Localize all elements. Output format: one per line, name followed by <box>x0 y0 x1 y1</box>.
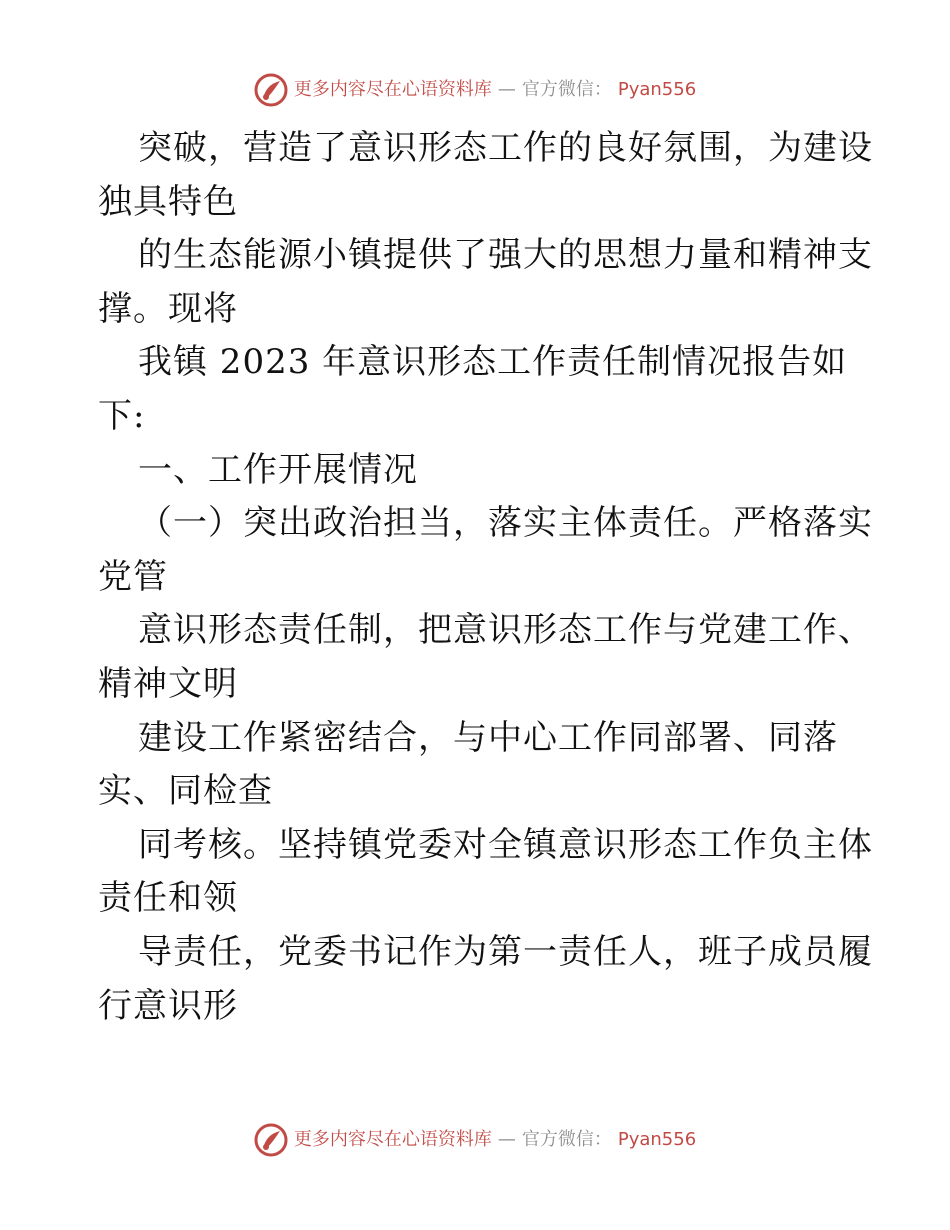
text-line: 导责任，党委书记作为第一责任人，班子成员履 <box>138 931 873 972</box>
text-line: 突破，营造了意识形态工作的良好氛围，为建设 <box>138 128 873 168</box>
ink-brush-logo-icon <box>254 1123 288 1157</box>
watermark-main-text: 更多内容尽在心语资料库 <box>293 1129 492 1150</box>
header-watermark <box>0 70 950 110</box>
ink-brush-logo-icon <box>254 73 288 107</box>
text-line: 精神文明 <box>98 663 238 704</box>
footer-watermark <box>0 1120 950 1160</box>
watermark-separator: — <box>497 79 516 100</box>
text-line: 实、同检查 <box>98 771 273 812</box>
watermark-code: Pyan556 <box>617 1129 697 1150</box>
watermark-main-text: 更多内容尽在心语资料库 <box>293 79 492 100</box>
text-line: 下: <box>98 395 146 436</box>
text-line: 独具特色 <box>98 181 238 222</box>
text-line: （一）突出政治担当，落实主体责任。严格落实 <box>138 503 873 544</box>
watermark-sub-prefix: 官方微信： <box>521 1129 612 1150</box>
text-line: 责任和领 <box>98 878 238 919</box>
document-body <box>98 122 873 1033</box>
watermark-code: Pyan556 <box>617 79 697 100</box>
text-line: 意识形态责任制，把意识形态工作与党建工作、 <box>138 610 873 651</box>
text-line: 党管 <box>98 556 168 597</box>
text-line: 我镇 2023 年意识形态工作责任制情况报告如 <box>138 342 848 383</box>
text-line: 撑。现将 <box>98 288 238 329</box>
text-line: 行意识形 <box>98 985 238 1026</box>
section-heading: 一、工作开展情况 <box>138 449 418 490</box>
text-line: 建设工作紧密结合，与中心工作同部署、同落 <box>138 717 838 758</box>
watermark-separator: — <box>497 1129 516 1150</box>
text-line: 的生态能源小镇提供了强大的思想力量和精神支 <box>138 235 873 276</box>
text-line: 同考核。坚持镇党委对全镇意识形态工作负主体 <box>138 824 873 865</box>
watermark-sub-prefix: 官方微信： <box>521 79 612 100</box>
